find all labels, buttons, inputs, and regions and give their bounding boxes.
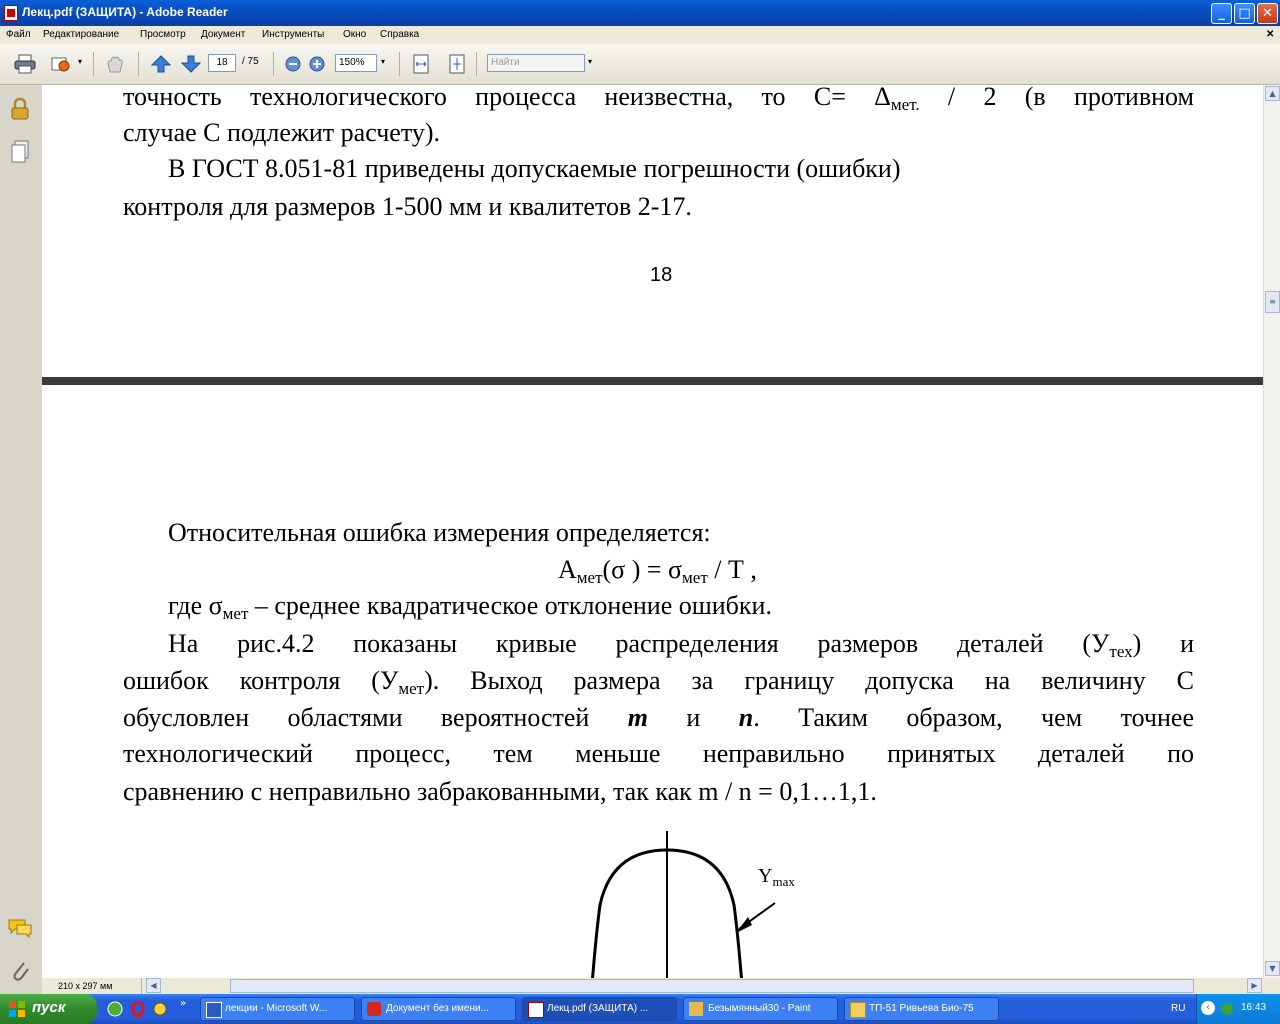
menu-view[interactable]: Просмотр: [140, 29, 186, 40]
navigation-sidebar: [0, 85, 43, 994]
text-line: обусловлен областями вероятностей m и n. Таким образом, чем точнее: [123, 703, 1194, 732]
maximize-button[interactable]: □: [1234, 3, 1255, 24]
zoom-out-icon[interactable]: [282, 54, 304, 74]
folder-icon: [850, 1002, 866, 1018]
figure-label: $Y_{max}$: [758, 865, 795, 889]
email-dropdown-icon[interactable]: ▾: [78, 57, 83, 66]
hand-tool-icon[interactable]: [104, 54, 126, 74]
task-folder[interactable]: ТП-51 Ривьева Био-75: [844, 997, 999, 1021]
menu-window[interactable]: Окно: [343, 29, 367, 40]
vertical-scrollbar[interactable]: [1263, 85, 1280, 978]
text-line: ошибок контроля $(У_{мет})$. Выход размера за границу допуска на величину С: [123, 666, 1194, 698]
previous-page-icon[interactable]: [150, 54, 172, 74]
pdf-icon: [528, 1002, 544, 1018]
search-input[interactable]: Найти: [487, 54, 585, 72]
quicklaunch-app-icon[interactable]: [152, 1001, 168, 1017]
quicklaunch-expand-icon[interactable]: »: [180, 998, 187, 1009]
quicklaunch-opera-icon[interactable]: [130, 1001, 146, 1017]
email-icon[interactable]: [50, 54, 72, 74]
windows-logo-icon: [8, 1000, 26, 1018]
word-icon: [206, 1002, 222, 1018]
close-button[interactable]: ✕: [1257, 3, 1278, 24]
document-close-icon[interactable]: ✕: [1266, 29, 1275, 40]
zoom-dropdown-icon[interactable]: ▾: [381, 57, 386, 66]
clock: 16:43: [1241, 1002, 1267, 1013]
next-page-icon[interactable]: [180, 54, 202, 74]
horizontal-scroll-thumb[interactable]: [230, 979, 1194, 993]
task-word[interactable]: лекции - Microsoft W...: [200, 997, 355, 1021]
task-paint[interactable]: Безымянный30 - Paint: [683, 997, 838, 1021]
page-size-label: 210 x 297 мм: [42, 978, 142, 994]
pages-panel-icon[interactable]: [9, 139, 31, 165]
page-number-input[interactable]: 18: [208, 54, 236, 72]
minimize-button[interactable]: _: [1211, 3, 1232, 24]
paint-icon: [689, 1002, 703, 1016]
adobe-reader-icon: [4, 5, 18, 21]
scroll-right-icon[interactable]: ▶: [1247, 978, 1262, 993]
text-line: В ГОСТ 8.051-81 приведены допускаемые погрешности (ошибки): [168, 154, 901, 183]
menu-bar: [0, 26, 1280, 44]
security-lock-icon[interactable]: [9, 97, 31, 121]
page-separator: [42, 377, 1263, 385]
formula: $А_{мет}(\sigma$ ) = $\sigma_{мет}$ / Т ,: [558, 555, 757, 587]
task-adobe-reader[interactable]: Лекц.pdf (ЗАЩИТА) ...: [522, 997, 677, 1021]
menu-file[interactable]: Файл: [6, 29, 31, 40]
task-document[interactable]: Документ без имени...: [361, 997, 516, 1021]
window-title: Лекц.pdf (ЗАЩИТА) - Adobe Reader: [22, 5, 228, 19]
document-app-icon: [367, 1002, 381, 1016]
scroll-up-icon[interactable]: ▲: [1265, 86, 1280, 101]
taskbar: [0, 994, 1280, 1024]
toolbar: [0, 44, 1280, 85]
zoom-level-input[interactable]: 150%: [335, 54, 377, 72]
tray-expand-icon[interactable]: ‹: [1201, 1001, 1215, 1015]
fit-page-icon[interactable]: [446, 54, 468, 74]
text-line: технологический процесс, тем меньше неправильно принятых деталей по: [123, 739, 1194, 768]
fit-width-icon[interactable]: [410, 54, 432, 74]
menu-help[interactable]: Справка: [380, 29, 420, 40]
scroll-left-icon[interactable]: ◀: [146, 978, 161, 993]
tray-network-icon[interactable]: [1219, 1001, 1235, 1017]
attachments-icon[interactable]: [9, 957, 31, 983]
zoom-in-icon[interactable]: [306, 54, 328, 74]
comments-icon[interactable]: [7, 917, 33, 939]
print-icon[interactable]: [14, 54, 36, 74]
distribution-curve-figure: [572, 825, 832, 978]
language-indicator[interactable]: RU: [1171, 1003, 1186, 1014]
total-pages: / 75: [242, 56, 259, 67]
search-dropdown-icon[interactable]: ▾: [588, 57, 593, 66]
start-label: пуск: [32, 999, 66, 1016]
text-line: где $\sigma_{мет}$ – среднее квадратическое отклонение ошибки.: [168, 591, 772, 623]
menu-edit[interactable]: Редактирование: [43, 29, 120, 40]
text-line: контроля для размеров 1-500 мм и квалитетов 2-17.: [123, 192, 692, 221]
text-line: случае С подлежит расчету).: [123, 118, 441, 147]
title-bar: [0, 0, 1280, 26]
text-line: точность технологического процесса неизвестна, то $С= \Delta_{мет.} / 2$ (в противном: [123, 85, 1194, 114]
text-line: сравнению с неправильно забракованными, так как m / n = 0,1…1,1.: [123, 777, 877, 806]
status-bar: [42, 978, 1280, 994]
system-tray: [1196, 994, 1280, 1024]
text-line: На рис.4.2 показаны кривые распределения размеров деталей $(У_{тех})$ и: [168, 629, 1194, 661]
text-line: Относительная ошибка измерения определяется:: [168, 518, 711, 547]
document-view[interactable]: [42, 85, 1263, 978]
menu-tools[interactable]: Инструменты: [262, 29, 325, 40]
page-number-footer: 18: [650, 264, 673, 286]
scroll-down-icon[interactable]: ▼: [1265, 961, 1280, 976]
menu-document[interactable]: Документ: [201, 29, 246, 40]
quicklaunch-utorrent-icon[interactable]: [107, 1001, 123, 1017]
scroll-thumb[interactable]: ≡: [1265, 291, 1280, 313]
start-button[interactable]: [0, 994, 97, 1024]
